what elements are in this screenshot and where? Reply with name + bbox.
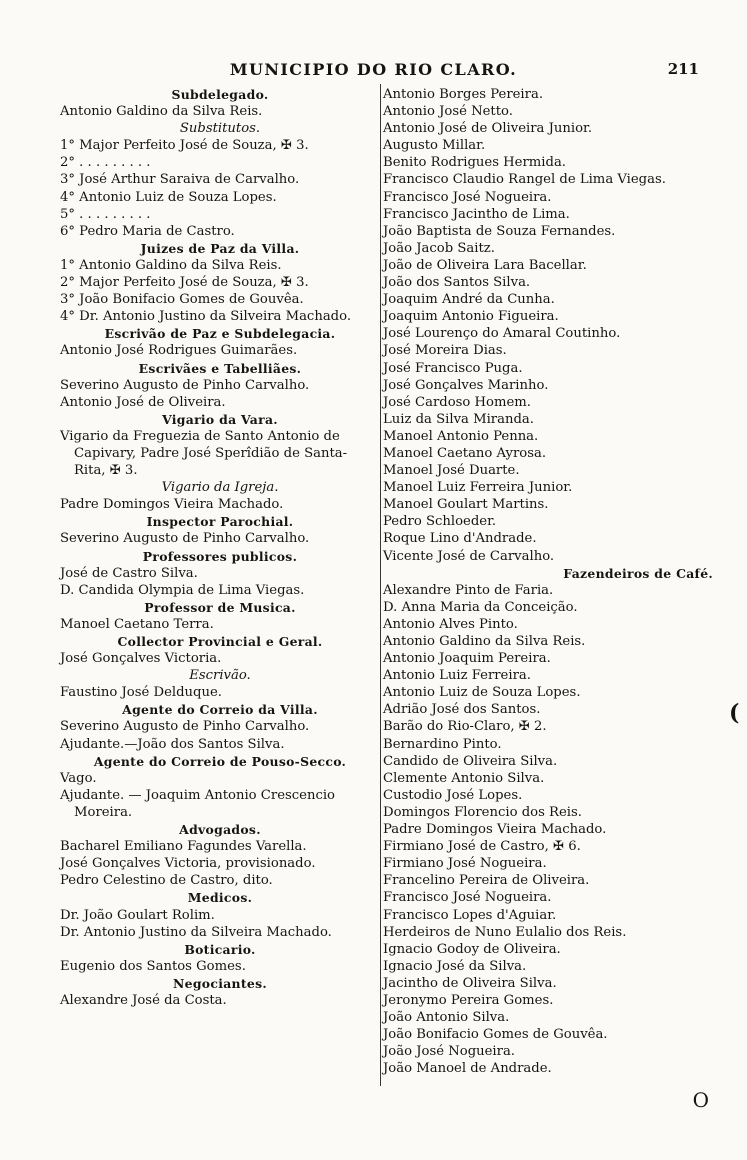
list-entry: Antonio Galdino da Silva Reis.	[60, 104, 263, 120]
list-entry: Firmiano José Nogueira.	[383, 856, 547, 872]
list-entry: 6° Pedro Maria de Castro.	[60, 223, 235, 239]
list-entry: Antonio José de Oliveira.	[60, 394, 226, 410]
list-entry: Roque Lino d'Andrade.	[383, 531, 537, 547]
list-entry: Manoel Goulart Martins.	[383, 497, 549, 513]
list-entry: Manoel Luiz Ferreira Junior.	[383, 480, 573, 496]
list-entry: Antonio Joaquim Pereira.	[383, 651, 551, 667]
list-entry: Francisco Claudio Rangel de Lima Viegas.	[383, 172, 666, 188]
list-entry: D. Anna Maria da Conceição.	[383, 599, 578, 615]
section-heading: Medicos.	[187, 890, 253, 906]
section-heading: Fazendeiros de Café.	[563, 565, 713, 581]
list-entry: Antonio José de Oliveira Junior.	[383, 121, 593, 137]
list-entry: Pedro Celestino de Castro, dito.	[60, 873, 273, 889]
list-entry: Manoel Caetano Terra.	[60, 616, 214, 632]
subheading: Escrivão.	[189, 668, 251, 684]
list-entry: João Bonifacio Gomes de Gouvêa.	[383, 1027, 608, 1043]
list-entry: 1° Major Perfeito José de Souza, ✠ 3.	[60, 138, 309, 154]
list-entry: Moreira.	[74, 804, 133, 820]
list-entry: João Antonio Silva.	[383, 1010, 510, 1026]
list-entry: Herdeiros de Nuno Eulalio dos Reis.	[383, 924, 627, 940]
list-entry: Vicente José de Carvalho.	[383, 548, 555, 564]
footer-signature: O	[692, 1088, 709, 1112]
list-entry: Manoel Caetano Ayrosa.	[383, 445, 547, 461]
list-entry: Candido de Oliveira Silva.	[383, 753, 558, 769]
list-entry: José Cardoso Homem.	[383, 394, 531, 410]
list-entry: Firmiano José de Castro, ✠ 6.	[383, 839, 581, 855]
list-entry: Eugenio dos Santos Gomes.	[60, 958, 246, 974]
subheading: Substitutos.	[179, 121, 261, 137]
list-entry: Antonio José Rodrigues Guimarães.	[60, 343, 298, 359]
list-entry: Capivary, Padre José Sperîdião de Santa-	[74, 445, 348, 461]
list-entry: Faustino José Delduque.	[60, 685, 222, 701]
list-entry: Antonio José Netto.	[383, 104, 513, 120]
list-entry: Francelino Pereira de Oliveira.	[383, 873, 590, 889]
list-entry: 4° Dr. Antonio Justino da Silveira Machado.	[60, 309, 352, 325]
list-entry: Francisco Jacintho de Lima.	[383, 206, 570, 222]
list-entry: João dos Santos Silva.	[383, 275, 531, 291]
list-entry: Pedro Schloeder.	[383, 514, 497, 530]
section-heading: Agente do Correio de Pouso-Secco.	[93, 753, 347, 769]
section-heading: Collector Provincial e Geral.	[117, 634, 323, 649]
list-entry: Dr. Antonio Justino da Silveira Machado.	[60, 924, 332, 940]
list-entry: João Baptista de Souza Fernandes.	[383, 223, 616, 239]
list-entry: José Gonçalves Victoria, provisionado.	[60, 856, 316, 872]
list-entry: Manoel Antonio Penna.	[383, 428, 539, 444]
list-entry: José Moreira Dias.	[383, 343, 507, 359]
list-entry: Barão do Rio-Claro, ✠ 2.	[383, 719, 547, 735]
list-entry: Antonio Galdino da Silva Reis.	[383, 634, 586, 649]
list-entry: João Manoel de Andrade.	[383, 1061, 552, 1077]
list-entry: 2° Major Perfeito José de Souza, ✠ 3.	[60, 275, 309, 291]
section-heading: Subdelegado.	[171, 87, 269, 102]
list-entry: Benito Rodrigues Hermida.	[383, 155, 566, 171]
subheading: Vigario da Igreja.	[161, 480, 279, 496]
list-entry: 3° João Bonifacio Gomes de Gouvêa.	[60, 292, 304, 308]
list-entry: Ignacio Godoy de Oliveira.	[383, 941, 561, 957]
page-header	[0, 60, 747, 82]
list-entry: Adrião José dos Santos.	[383, 702, 541, 718]
list-entry: 5° . . . . . . . . .	[60, 206, 151, 222]
list-entry: Luiz da Silva Miranda.	[383, 411, 534, 427]
section-heading: Boticario.	[184, 941, 256, 957]
list-entry: Alexandre José da Costa.	[60, 992, 227, 1008]
list-entry: Francisco Lopes d'Aguiar.	[383, 907, 557, 923]
section-heading: Inspector Parochial.	[146, 514, 294, 530]
list-entry: Antonio Luiz Ferreira.	[383, 668, 531, 684]
section-heading: Escrivães e Tabelliães.	[138, 360, 302, 376]
list-entry: Padre Domingos Vieira Machado.	[60, 497, 284, 513]
section-heading: Juizes de Paz da Villa.	[140, 240, 300, 256]
list-entry: João José Nogueira.	[383, 1044, 516, 1060]
list-entry: Domingos Florencio dos Reis.	[383, 804, 582, 820]
margin-mark: (	[729, 700, 740, 726]
list-entry: 3° José Arthur Saraiva de Carvalho.	[60, 172, 300, 188]
list-entry: José Gonçalves Marinho.	[383, 377, 549, 393]
list-entry: 4° Antonio Luiz de Souza Lopes.	[60, 189, 277, 205]
page-number: 211	[667, 60, 699, 78]
list-entry: João de Oliveira Lara Bacellar.	[383, 257, 587, 273]
list-entry: Bacharel Emiliano Fagundes Varella.	[60, 839, 307, 855]
list-entry: Rita, ✠ 3.	[74, 463, 138, 479]
right-column	[383, 86, 713, 1077]
list-entry: Francisco José Nogueira.	[383, 890, 552, 906]
section-heading: Escrivão de Paz e Subdelegacia.	[104, 326, 336, 342]
list-entry: Severino Augusto de Pinho Carvalho.	[60, 531, 310, 547]
list-entry: Dr. João Goulart Rolim.	[60, 907, 215, 923]
list-entry: Francisco José Nogueira.	[383, 189, 552, 205]
list-entry: Joaquim André da Cunha.	[383, 292, 555, 308]
list-entry: José de Castro Silva.	[60, 565, 198, 581]
list-entry: Clemente Antonio Silva.	[383, 770, 545, 786]
list-entry: Ignacio José da Silva.	[383, 958, 527, 974]
list-entry: 1° Antonio Galdino da Silva Reis.	[60, 257, 282, 273]
section-heading: Professor de Musica.	[144, 599, 296, 615]
list-entry: Antonio Luiz de Souza Lopes.	[383, 685, 581, 701]
list-entry: Antonio Alves Pinto.	[383, 616, 518, 632]
list-entry: Jeronymo Pereira Gomes.	[383, 992, 554, 1008]
list-entry: Custodio José Lopes.	[383, 787, 523, 803]
section-heading: Professores publicos.	[142, 548, 298, 564]
list-entry: 2° . . . . . . . . .	[60, 155, 151, 171]
list-entry: João Jacob Saitz.	[383, 240, 495, 256]
list-entry: Ajudante.—João dos Santos Silva.	[60, 736, 285, 752]
section-heading: Advogados.	[179, 822, 261, 838]
list-entry: Severino Augusto de Pinho Carvalho.	[60, 377, 310, 393]
list-entry: Padre Domingos Vieira Machado.	[383, 822, 607, 838]
column-divider	[380, 84, 381, 1086]
page-title: MUNICIPIO DO RIO CLARO.	[229, 60, 518, 79]
list-entry: Jacintho de Oliveira Silva.	[383, 975, 557, 991]
list-entry: D. Candida Olympia de Lima Viegas.	[60, 582, 305, 598]
left-column	[60, 86, 380, 1009]
list-entry: José Lourenço do Amaral Coutinho.	[383, 326, 621, 342]
section-heading: Negociantes.	[173, 975, 267, 991]
list-entry: Manoel José Duarte.	[383, 463, 520, 479]
list-entry: Antonio Borges Pereira.	[383, 87, 544, 102]
list-entry: Vigario da Freguezia de Santo Antonio de	[60, 428, 340, 444]
list-entry: Severino Augusto de Pinho Carvalho.	[60, 719, 310, 735]
list-entry: Alexandre Pinto de Faria.	[383, 582, 554, 598]
list-entry: José Gonçalves Victoria.	[60, 651, 222, 667]
list-entry: Vago.	[60, 770, 97, 786]
list-entry: José Francisco Puga.	[383, 360, 523, 376]
section-heading: Vigario da Vara.	[162, 411, 278, 427]
list-entry: Joaquim Antonio Figueira.	[383, 309, 559, 325]
list-entry: Augusto Millar.	[383, 138, 486, 154]
list-entry: Ajudante. — Joaquim Antonio Crescencio	[60, 787, 335, 803]
section-heading: Agente do Correio da Villa.	[122, 702, 318, 718]
list-entry: Bernardino Pinto.	[383, 736, 502, 752]
